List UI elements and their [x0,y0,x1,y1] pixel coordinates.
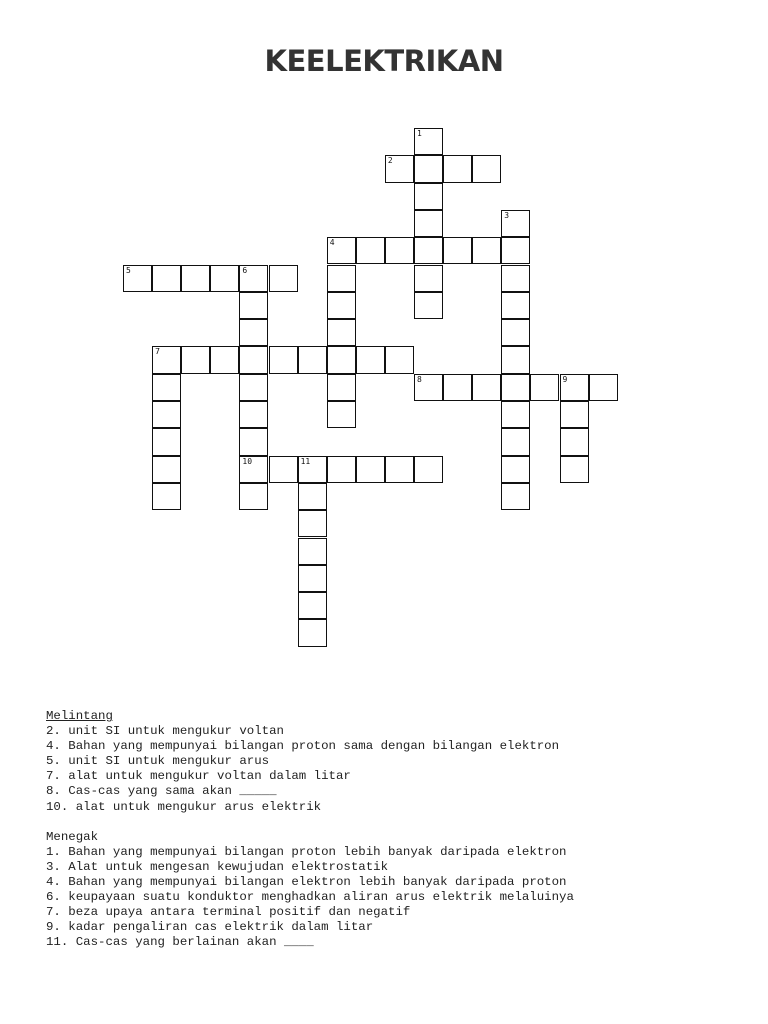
crossword-cell[interactable] [152,483,181,510]
crossword-cell[interactable] [414,374,443,401]
crossword-cell[interactable] [298,346,327,373]
crossword-cell[interactable] [123,265,152,292]
crossword-cell[interactable] [152,401,181,428]
down-clue: 7. beza upaya antara terminal positif dan negatif [46,905,411,920]
crossword-cell[interactable] [298,592,327,619]
crossword-cell[interactable] [152,428,181,455]
crossword-cell[interactable] [269,265,298,292]
clue-number: 6 [242,265,248,275]
crossword-cell[interactable] [560,401,589,428]
clue-list [46,709,746,951]
crossword-cell[interactable] [414,210,443,237]
clue-number: 1 [417,129,422,138]
crossword-cell[interactable] [269,346,298,373]
crossword-cell[interactable] [385,155,414,182]
crossword-cell[interactable] [472,155,501,182]
crossword-cell[interactable] [414,183,443,210]
crossword-cell[interactable] [501,401,530,428]
crossword-cell[interactable] [501,210,530,237]
crossword-cell[interactable] [501,428,530,455]
crossword-cell[interactable] [327,401,356,428]
crossword-cell[interactable] [414,155,443,182]
across-clue: 10. alat untuk mengukur arus elektrik [46,799,322,814]
crossword-cell[interactable] [414,265,443,292]
clue-number: 4 [329,238,335,248]
down-clue: 3. Alat untuk mengesan kewujudan elektrostatik [46,859,389,874]
crossword-cell[interactable] [239,292,268,319]
crossword-cell[interactable] [530,374,559,401]
crossword-cell[interactable] [181,346,210,373]
crossword-cell[interactable] [298,565,327,592]
crossword-cell[interactable] [327,319,356,346]
crossword-cell[interactable] [210,265,239,292]
crossword-cell[interactable] [414,456,443,483]
crossword-cell[interactable] [327,292,356,319]
crossword-cell[interactable] [356,456,385,483]
across-clue: 7. alat untuk mengukur voltan dalam litar [46,769,351,784]
crossword-cell[interactable] [327,346,356,373]
crossword-cell[interactable] [385,456,414,483]
down-clue: 1. Bahan yang mempunyai bilangan proton lebih banyak daripada elektron [46,844,567,859]
crossword-cell[interactable] [239,428,268,455]
across-clue: 5. unit SI untuk mengukur arus [46,754,270,769]
crossword-cell[interactable] [356,237,385,264]
crossword-cell[interactable] [501,483,530,510]
crossword-cell[interactable] [501,374,530,401]
clue-number: 11 [300,456,311,466]
clue-number: 2 [387,156,393,166]
crossword-cell[interactable] [560,456,589,483]
crossword-cell[interactable] [560,428,589,455]
crossword-cell[interactable] [414,237,443,264]
down-clue: 6. keupayaan suatu konduktor menghadkan aliran arus elektrik melaluinya [46,890,574,905]
crossword-cell[interactable] [472,237,501,264]
clue-number: 10 [242,456,253,466]
crossword-cell[interactable] [210,346,239,373]
across-clue: 2. unit SI untuk mengukur voltan [46,724,284,739]
crossword-cell[interactable] [356,346,385,373]
clue-number: 5 [126,265,131,275]
crossword-cell[interactable] [298,483,327,510]
crossword-cell[interactable] [414,128,443,155]
crossword-cell[interactable] [327,456,356,483]
clue-number: 9 [562,374,568,384]
crossword-cell[interactable] [152,374,181,401]
clue-number: 7 [155,347,160,357]
down-clue: 11. Cas-cas yang berlainan akan ____ [46,935,314,950]
crossword-cell[interactable] [443,374,472,401]
crossword-cell[interactable] [298,510,327,537]
crossword-cell[interactable] [501,319,530,346]
crossword-cell[interactable] [239,346,268,373]
crossword-cell[interactable] [327,237,356,264]
crossword-cell[interactable] [181,265,210,292]
down-clue: 9. kadar pengaliran cas elektrik dalam litar [46,920,374,935]
across-heading: Melintang [46,709,113,723]
crossword-cell[interactable] [327,374,356,401]
crossword-cell[interactable] [152,456,181,483]
crossword-cell[interactable] [239,374,268,401]
crossword-cell[interactable] [152,265,181,292]
page-title: KEELEKTRIKAN [264,44,504,78]
crossword-cell[interactable] [472,374,501,401]
crossword-cell[interactable] [298,619,327,646]
crossword-cell[interactable] [443,155,472,182]
down-clue: 4. Bahan yang mempunyai bilangan elektron lebih banyak daripada proton [46,875,567,890]
crossword-cell[interactable] [239,483,268,510]
crossword-cell[interactable] [239,319,268,346]
crossword-cell[interactable] [327,265,356,292]
crossword-cell[interactable] [501,237,530,264]
crossword-cell[interactable] [269,456,298,483]
crossword-cell[interactable] [501,265,530,292]
crossword-cell[interactable] [501,292,530,319]
crossword-cell[interactable] [443,237,472,264]
crossword-cell[interactable] [152,346,181,373]
down-heading: Menegak [46,829,99,844]
crossword-cell[interactable] [239,401,268,428]
crossword-cell[interactable] [298,538,327,565]
crossword-cell[interactable] [385,346,414,373]
crossword-cell[interactable] [501,456,530,483]
crossword-cell[interactable] [239,265,268,292]
crossword-cell[interactable] [414,292,443,319]
crossword-cell[interactable] [501,346,530,373]
across-clue: 4. Bahan yang mempunyai bilangan proton sama dengan bilangan elektron [46,739,560,754]
across-clue: 8. Cas-cas yang sama akan _____ [46,784,277,799]
crossword-cell[interactable] [385,237,414,264]
crossword-cell[interactable] [560,374,589,401]
crossword-cell[interactable] [239,456,268,483]
clue-number: 3 [504,210,510,220]
crossword-cell[interactable] [589,374,618,401]
crossword-cell[interactable] [298,456,327,483]
clue-number: 8 [417,374,422,384]
